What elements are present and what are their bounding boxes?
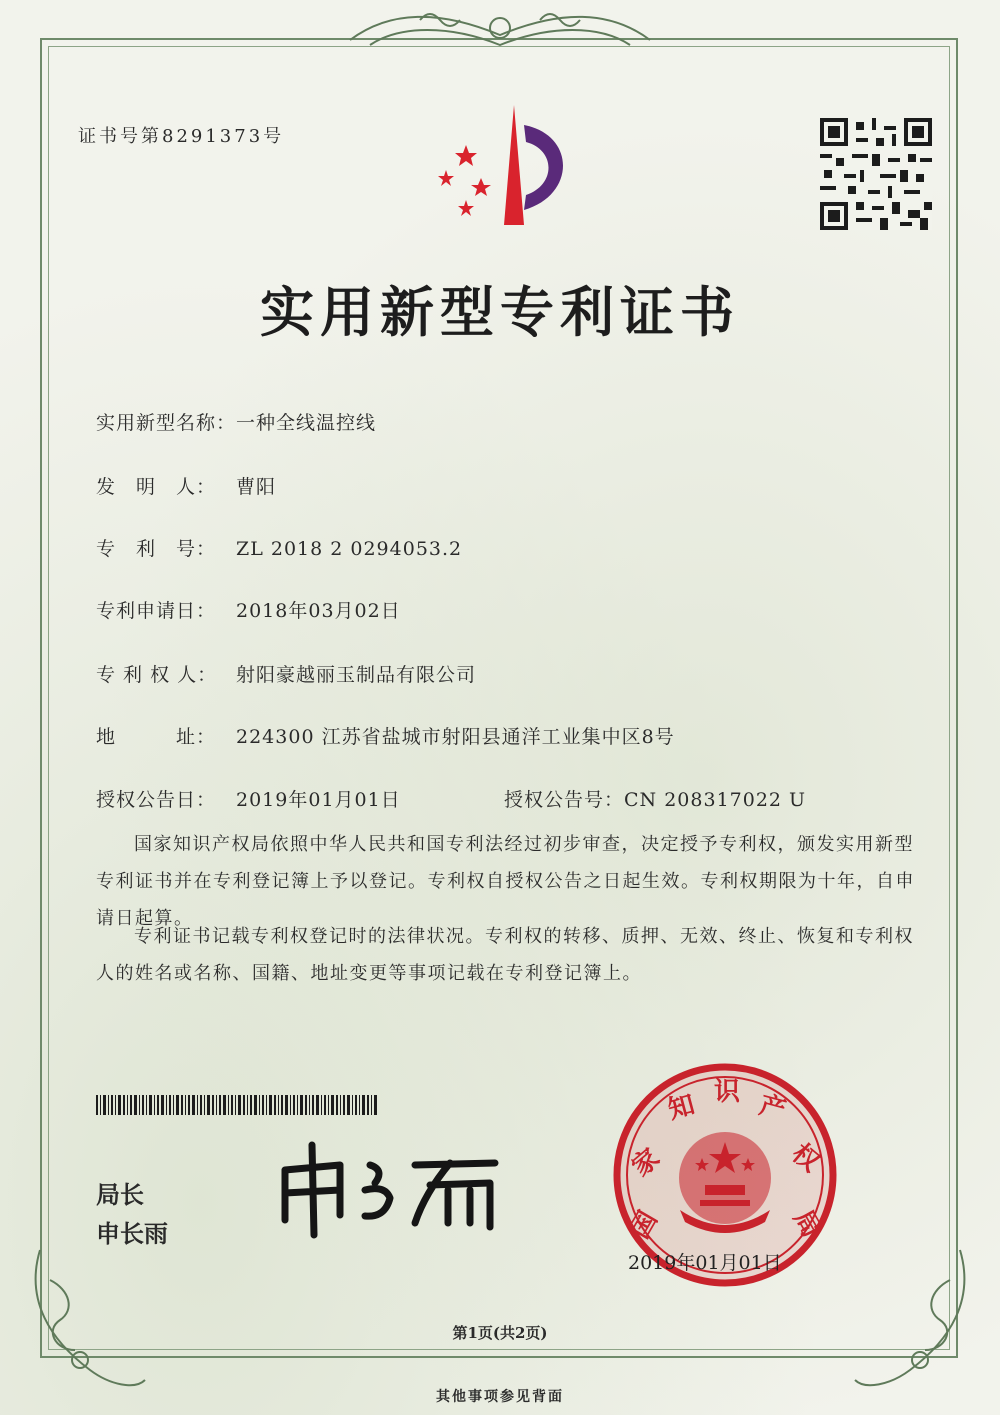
bottom-left-ornament <box>20 1240 150 1400</box>
qr-code-icon <box>820 118 932 230</box>
body-paragraph: 专利证书记载专利权登记时的法律状况。专利权的转移、质押、无效、终止、恢复和专利权人的姓名或名称、国籍、地址变更等事项记载在专利登记簿上。 <box>96 926 914 984</box>
field-patentee <box>96 660 476 687</box>
svg-text:识: 识 <box>714 1077 741 1107</box>
certificate-title: 实用新型专利证书 <box>260 280 740 344</box>
svg-text:家: 家 <box>626 1143 666 1183</box>
field-value: ZL 2018 2 0294053.2 <box>236 538 463 560</box>
field-label: 发 明 人： <box>96 476 217 498</box>
signatory-name: 申长雨 <box>96 1220 168 1248</box>
field-label: 专 利 权 人： <box>96 664 218 686</box>
field-grant-number <box>504 785 806 812</box>
barcode-icon <box>96 1095 378 1115</box>
field-value: 曹阳 <box>236 476 277 498</box>
handwritten-signature <box>270 1135 510 1245</box>
footer-note: 其他事项参见背面 <box>436 1389 564 1405</box>
field-value: 2019年01月01日 <box>236 789 401 811</box>
patent-office-emblem-icon <box>426 100 586 230</box>
field-inventor <box>96 472 276 499</box>
svg-text:国: 国 <box>624 1206 664 1244</box>
svg-text:产: 产 <box>756 1090 789 1127</box>
field-label: 授权公告日： <box>96 789 217 811</box>
signatory-title: 局长 <box>96 1181 144 1209</box>
field-value: 射阳豪越丽玉制品有限公司 <box>236 664 477 686</box>
top-ornament <box>330 0 670 60</box>
field-application-date <box>96 596 401 623</box>
svg-text:局: 局 <box>787 1205 827 1243</box>
field-patent-number <box>96 534 462 561</box>
page-number: 第1页(共2页) <box>452 1324 548 1342</box>
seal-date: 2019年01月01日 <box>628 1252 782 1274</box>
field-label: 地 址： <box>96 726 217 748</box>
field-label: 实用新型名称： <box>96 412 237 434</box>
field-value: 2018年03月02日 <box>236 600 401 622</box>
certificate-number: 证书号第8291373号 <box>78 126 285 147</box>
field-value: 一种全线温控线 <box>236 412 377 434</box>
field-grant-date <box>96 785 401 812</box>
svg-text:权: 权 <box>785 1138 826 1179</box>
field-value: CN 208317022 U <box>624 789 807 811</box>
bottom-right-ornament <box>850 1240 980 1400</box>
field-label: 专利申请日： <box>96 600 217 622</box>
field-label: 专 利 号： <box>96 538 217 560</box>
field-utility-model-name <box>96 408 376 435</box>
svg-text:知: 知 <box>665 1089 698 1126</box>
field-value: 224300 江苏省盐城市射阳县通洋工业集中区8号 <box>236 726 675 748</box>
body-paragraph: 国家知识产权局依照中华人民共和国专利法经过初步审查，决定授予专利权，颁发实用新型专利证书并在专利登记簿上予以登记。专利权自授权公告之日起生效。专利权期限为十年，自申请日起算。 <box>96 834 915 929</box>
field-label: 授权公告号： <box>504 789 625 811</box>
field-address <box>96 722 675 749</box>
